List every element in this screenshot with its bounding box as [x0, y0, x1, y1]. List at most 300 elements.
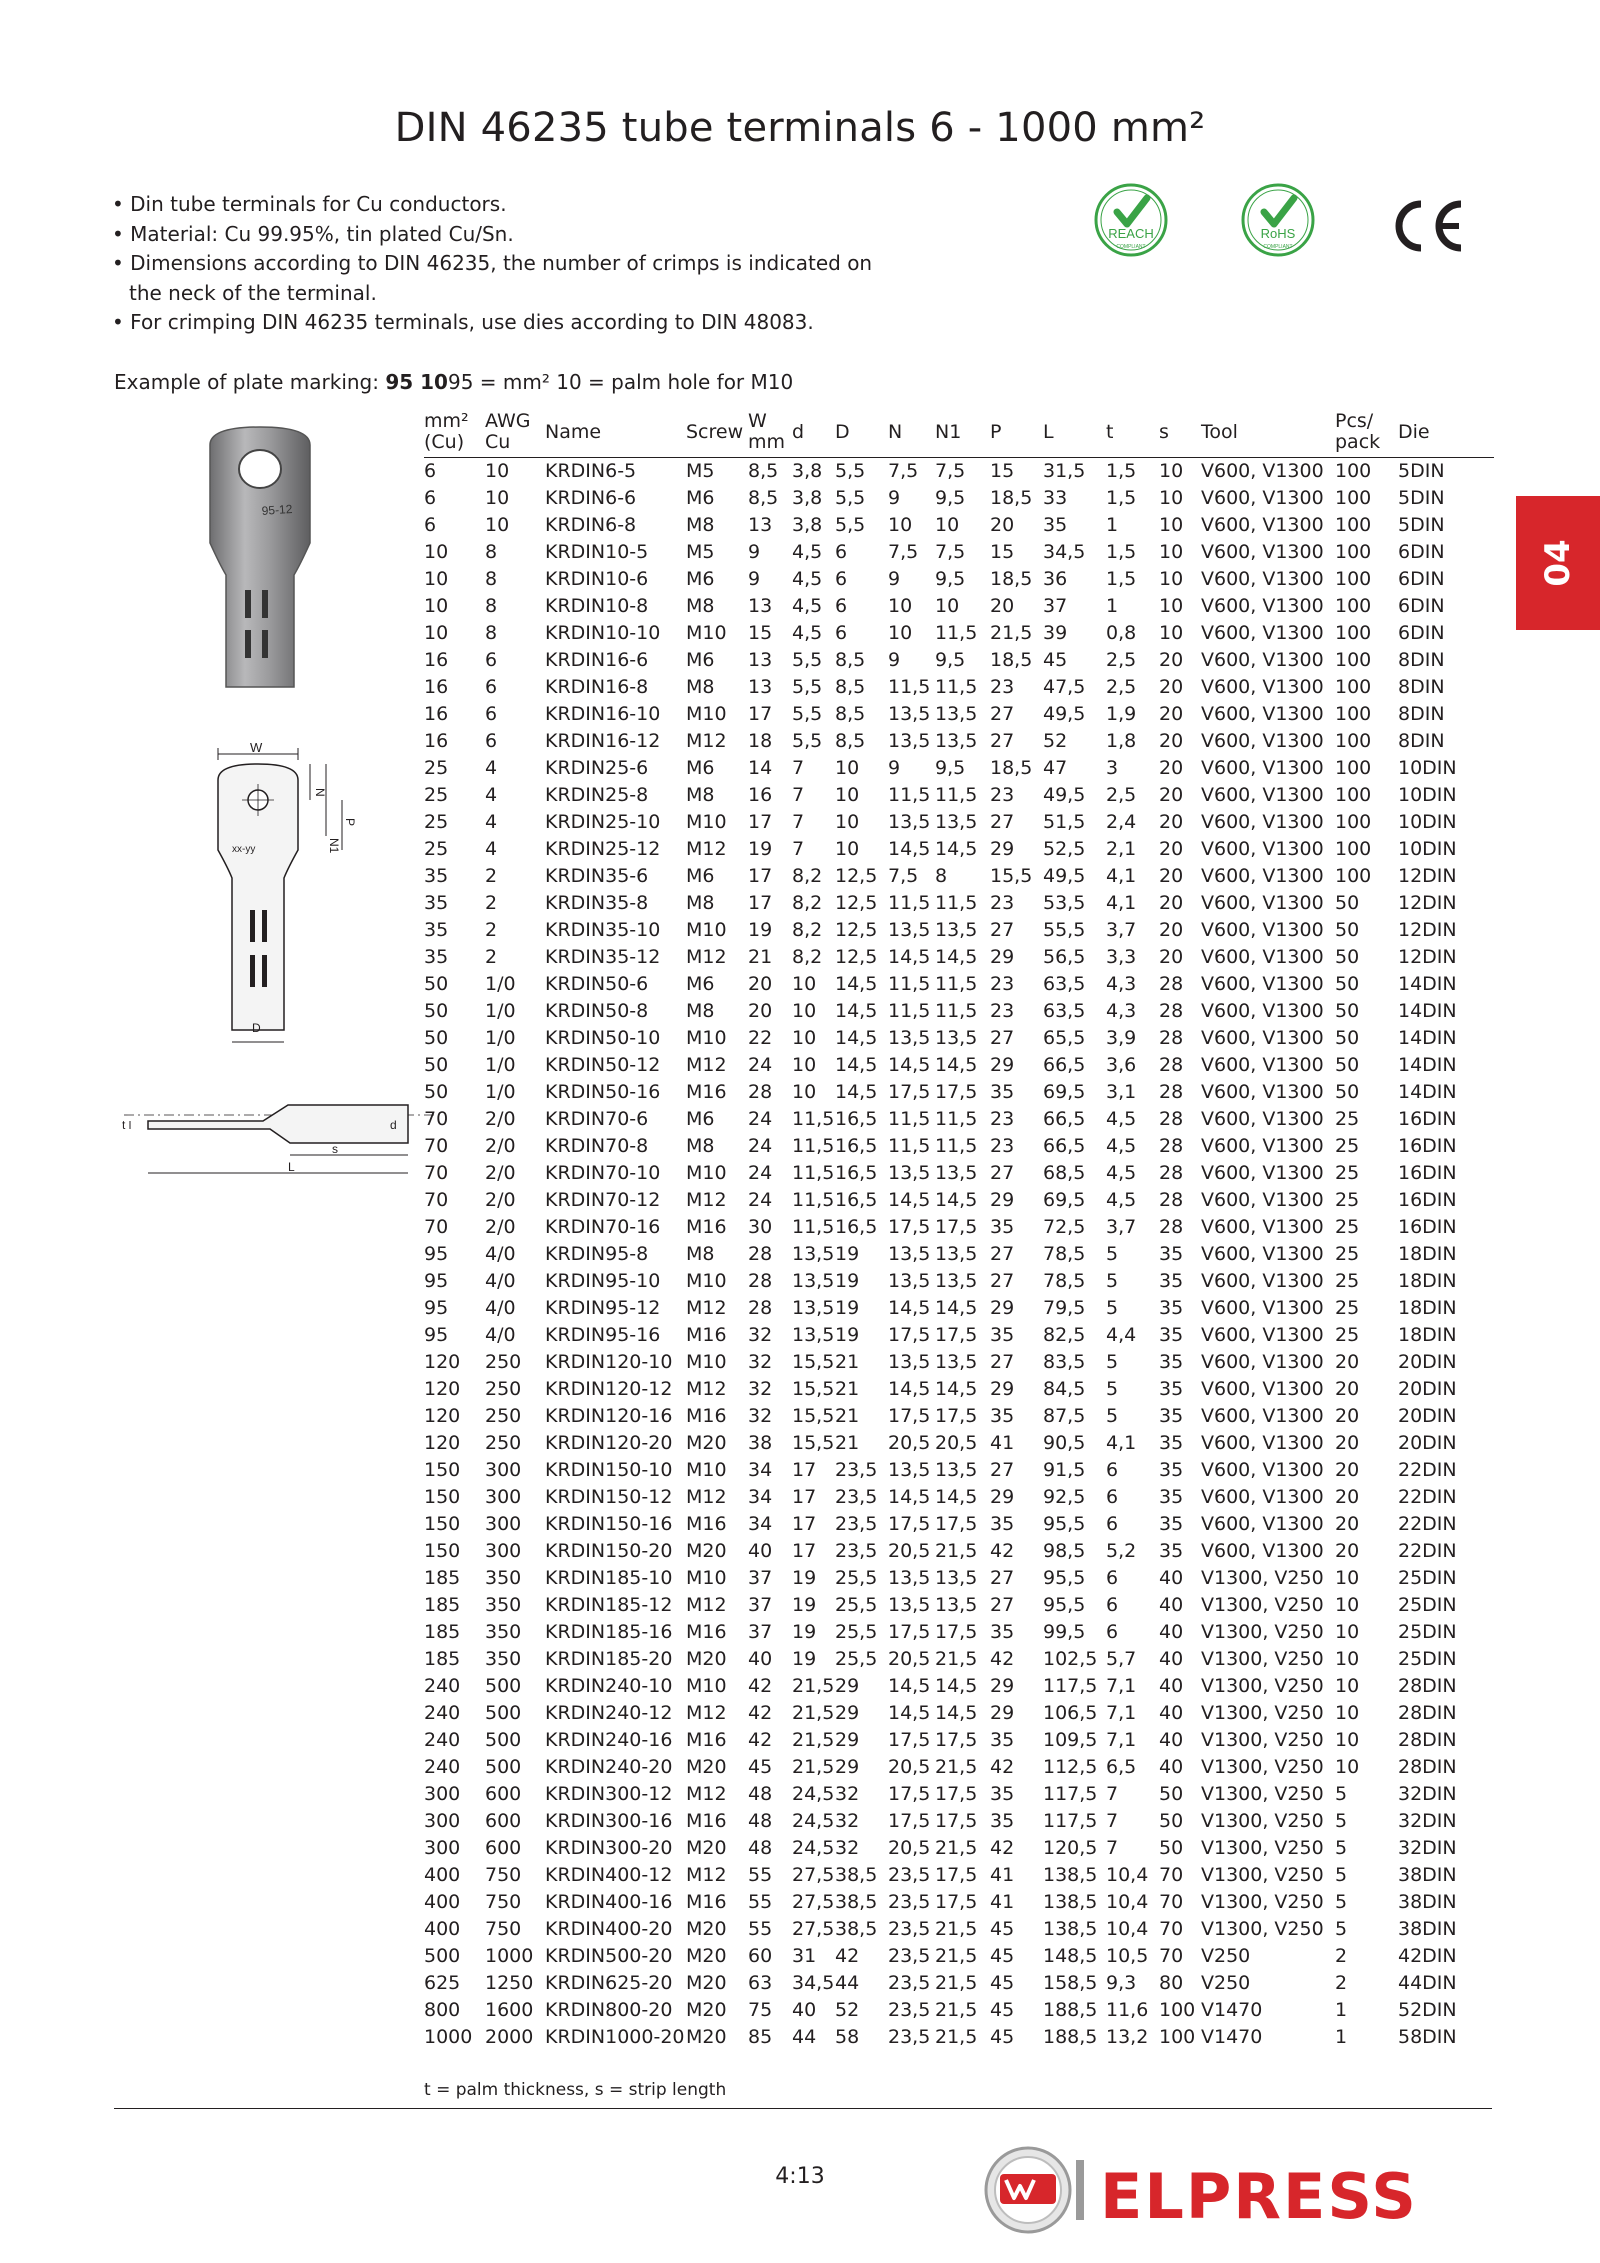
table-cell: 600	[485, 1783, 522, 1805]
table-cell: 9,3	[1106, 1972, 1137, 1994]
table-cell: 7	[1106, 1837, 1119, 1859]
table-cell: 4	[485, 811, 498, 833]
table-cell: 10	[485, 514, 510, 536]
table-row	[424, 998, 1494, 1025]
table-cell: 31,5	[1043, 460, 1086, 482]
table-cell: 17,5	[888, 1621, 931, 1643]
table-cell: 3,6	[1106, 1054, 1137, 1076]
table-cell: 58DIN	[1398, 2026, 1457, 2048]
table-cell: 63,5	[1043, 973, 1086, 995]
dim-P-label: P	[343, 818, 357, 827]
table-cell: 17,5	[935, 1864, 978, 1886]
table-cell: M16	[686, 1891, 727, 1913]
table-cell: 20,5	[888, 1756, 931, 1778]
table-cell: 40	[792, 1999, 817, 2021]
table-cell: 10	[485, 460, 510, 482]
table-cell: 10	[1159, 487, 1184, 509]
table-cell: 87,5	[1043, 1405, 1086, 1427]
table-cell: 20	[1159, 946, 1184, 968]
table-cell: 32	[835, 1837, 860, 1859]
table-cell: 8,5	[748, 487, 779, 509]
table-row	[424, 647, 1494, 674]
table-cell: 20,5	[935, 1432, 978, 1454]
table-cell: 40	[1159, 1756, 1184, 1778]
table-cell: 21,5	[935, 1756, 978, 1778]
table-cell: 8DIN	[1398, 649, 1445, 671]
table-cell: 28DIN	[1398, 1675, 1457, 1697]
table-cell: 35	[990, 1216, 1015, 1238]
table-cell: 138,5	[1043, 1918, 1098, 1940]
table-cell: M16	[686, 1729, 727, 1751]
column-header-line1: s	[1159, 420, 1169, 443]
table-cell: 95	[424, 1297, 449, 1319]
table-cell: 70	[1159, 1864, 1184, 1886]
table-cell: 5,5	[835, 514, 866, 536]
table-cell: 50	[1335, 1054, 1360, 1076]
plate-marking-text: 95-12	[261, 501, 293, 518]
table-cell: 400	[424, 1891, 461, 1913]
table-cell: 4,5	[792, 541, 823, 563]
table-cell: 109,5	[1043, 1729, 1098, 1751]
table-cell: 2,1	[1106, 838, 1137, 860]
table-row	[424, 1970, 1494, 1997]
table-row	[424, 782, 1494, 809]
table-cell: 17,5	[935, 1729, 978, 1751]
table-cell: 11,5	[792, 1216, 835, 1238]
table-cell: 13	[748, 595, 773, 617]
table-cell: KRDIN800-20	[545, 1999, 673, 2021]
table-cell: KRDIN10-6	[545, 568, 649, 590]
table-cell: 100	[1335, 649, 1372, 671]
table-cell: 21,5	[935, 1945, 978, 1967]
table-cell: 10	[424, 595, 449, 617]
table-cell: 66,5	[1043, 1108, 1086, 1130]
table-cell: 28	[1159, 1081, 1184, 1103]
table-cell: 35	[1043, 514, 1068, 536]
table-cell: 8,5	[835, 730, 866, 752]
table-cell: 16,5	[835, 1108, 878, 1130]
table-cell: 13,5	[935, 919, 978, 941]
table-cell: 400	[424, 1918, 461, 1940]
feature-item: • Material: Cu 99.95%, tin plated Cu/Sn.	[112, 221, 514, 246]
table-cell: 1	[1106, 514, 1119, 536]
table-cell: 10DIN	[1398, 757, 1457, 779]
table-cell: 44	[792, 2026, 817, 2048]
table-cell: 25	[424, 838, 449, 860]
table-cell: 6	[485, 703, 498, 725]
table-cell: 11,5	[888, 784, 931, 806]
table-cell: 50	[1335, 1027, 1360, 1049]
table-cell: 10	[888, 595, 913, 617]
table-cell: 300	[424, 1837, 461, 1859]
table-cell: 56,5	[1043, 946, 1086, 968]
table-cell: 7	[792, 838, 805, 860]
table-cell: 10	[1335, 1621, 1360, 1643]
table-cell: 40	[748, 1540, 773, 1562]
table-cell: 6	[424, 460, 437, 482]
table-cell: 29	[990, 1675, 1015, 1697]
table-cell: V600, V1300	[1201, 1351, 1324, 1373]
table-cell: 40	[1159, 1702, 1184, 1724]
table-cell: 10	[1159, 622, 1184, 644]
table-cell: KRDIN120-10	[545, 1351, 673, 1373]
table-cell: 20	[1335, 1351, 1360, 1373]
table-cell: 29	[835, 1729, 860, 1751]
table-cell: 15,5	[792, 1432, 835, 1454]
table-cell: 42	[835, 1945, 860, 1967]
table-row	[424, 1214, 1494, 1241]
dim-N1-label: N1	[327, 838, 341, 854]
table-cell: 2	[485, 865, 498, 887]
column-header-line1: D	[835, 420, 850, 443]
table-cell: 19	[792, 1621, 817, 1643]
table-cell: 25	[1335, 1135, 1360, 1157]
table-cell: 185	[424, 1594, 461, 1616]
table-cell: 100	[1335, 730, 1372, 752]
table-cell: 13,5	[935, 1567, 978, 1589]
table-cell: 25DIN	[1398, 1567, 1457, 1589]
table-cell: 185	[424, 1621, 461, 1643]
table-cell: 16	[748, 784, 773, 806]
table-cell: 100	[1335, 595, 1372, 617]
column-header	[1201, 407, 1335, 458]
table-cell: V600, V1300	[1201, 1108, 1324, 1130]
table-cell: M12	[686, 946, 727, 968]
table-cell: 28DIN	[1398, 1756, 1457, 1778]
table-cell: KRDIN70-8	[545, 1135, 649, 1157]
column-header	[935, 407, 990, 458]
table-cell: 1	[1106, 595, 1119, 617]
table-cell: M10	[686, 703, 727, 725]
table-row	[424, 1997, 1494, 2024]
table-cell: 27	[990, 1351, 1015, 1373]
table-cell: 13,5	[888, 811, 931, 833]
table-cell: 27	[990, 1459, 1015, 1481]
table-cell: 28	[1159, 973, 1184, 995]
page-number: 4:13	[775, 2164, 825, 2189]
table-cell: KRDIN16-12	[545, 730, 661, 752]
table-cell: 45	[990, 1945, 1015, 1967]
table-cell: 95,5	[1043, 1594, 1086, 1616]
table-cell: 17,5	[888, 1513, 931, 1535]
table-cell: 1,5	[1106, 487, 1137, 509]
column-header	[424, 407, 485, 458]
table-cell: 95,5	[1043, 1567, 1086, 1589]
table-cell: 18	[748, 730, 773, 752]
table-cell: 102,5	[1043, 1648, 1098, 1670]
column-header-line2: pack	[1335, 431, 1381, 453]
table-cell: 100	[1335, 676, 1372, 698]
table-cell: V600, V1300	[1201, 919, 1324, 941]
table-cell: KRDIN70-16	[545, 1216, 661, 1238]
table-cell: 41	[990, 1432, 1015, 1454]
table-cell: 37	[748, 1594, 773, 1616]
table-cell: 13,5	[888, 1567, 931, 1589]
table-cell: 20	[1159, 730, 1184, 752]
table-cell: 45	[1043, 649, 1068, 671]
table-cell: 23	[990, 676, 1015, 698]
table-cell: 35	[424, 919, 449, 941]
bottom-divider	[114, 2108, 1492, 2109]
terminal-side-drawing	[118, 1065, 448, 1185]
table-cell: 42	[990, 1837, 1015, 1859]
table-cell: 11,5	[935, 622, 978, 644]
table-cell: M8	[686, 892, 715, 914]
table-cell: 25	[424, 757, 449, 779]
table-cell: M20	[686, 1756, 727, 1778]
table-cell: M8	[686, 595, 715, 617]
table-cell: 5	[1106, 1297, 1119, 1319]
table-cell: 34,5	[1043, 541, 1086, 563]
table-cell: 28	[1159, 1189, 1184, 1211]
table-cell: 17,5	[935, 1081, 978, 1103]
table-row	[424, 1133, 1494, 1160]
table-cell: 2/0	[485, 1216, 516, 1238]
table-cell: 42	[990, 1756, 1015, 1778]
table-cell: 35	[1159, 1243, 1184, 1265]
table-cell: 35	[990, 1783, 1015, 1805]
table-cell: 23	[990, 1108, 1015, 1130]
table-cell: 7,1	[1106, 1702, 1137, 1724]
table-cell: V600, V1300	[1201, 1540, 1324, 1562]
table-cell: 13,5	[792, 1270, 835, 1292]
table-cell: 7,5	[935, 460, 966, 482]
table-cell: 28	[748, 1270, 773, 1292]
table-cell: 40	[1159, 1567, 1184, 1589]
table-cell: 10	[888, 514, 913, 536]
table-cell: V600, V1300	[1201, 1135, 1324, 1157]
table-row	[424, 1484, 1494, 1511]
table-cell: KRDIN16-10	[545, 703, 661, 725]
plate-marking-label: Example of plate marking:	[114, 370, 379, 394]
table-cell: 28DIN	[1398, 1702, 1457, 1724]
table-cell: 29	[990, 1378, 1015, 1400]
column-header-line1: d	[792, 420, 805, 443]
table-cell: M12	[686, 1864, 727, 1886]
table-row	[424, 1862, 1494, 1889]
table-cell: 5	[1106, 1351, 1119, 1373]
plate-marking-example	[114, 370, 793, 394]
feature-item: • For crimping DIN 46235 terminals, use dies according to DIN 48083.	[112, 310, 814, 334]
table-cell: V1300, V250	[1201, 1756, 1324, 1778]
table-cell: M20	[686, 1918, 727, 1940]
table-cell: 8,5	[835, 649, 866, 671]
table-cell: 53,5	[1043, 892, 1086, 914]
dim-L-label: L	[288, 1160, 295, 1174]
table-cell: 48	[748, 1837, 773, 1859]
table-cell: 2	[485, 892, 498, 914]
table-cell: 19	[792, 1594, 817, 1616]
column-header-line1: W	[748, 410, 767, 432]
table-cell: 10	[835, 811, 860, 833]
table-cell: V600, V1300	[1201, 676, 1324, 698]
table-cell: 5	[1335, 1837, 1348, 1859]
table-cell: V1300, V250	[1201, 1621, 1324, 1643]
table-cell: 21,5	[935, 1540, 978, 1562]
table-cell: 13,5	[888, 1594, 931, 1616]
table-row	[424, 701, 1494, 728]
table-cell: 70	[424, 1108, 449, 1130]
table-cell: 7	[1106, 1783, 1119, 1805]
table-cell: 95	[424, 1243, 449, 1265]
table-cell: M12	[686, 1486, 727, 1508]
table-cell: 250	[485, 1432, 522, 1454]
table-cell: 17,5	[888, 1081, 931, 1103]
table-cell: V600, V1300	[1201, 568, 1324, 590]
table-cell: KRDIN120-12	[545, 1378, 673, 1400]
table-cell: 23	[990, 892, 1015, 914]
table-cell: 11,5	[888, 1108, 931, 1130]
table-cell: 27	[990, 1567, 1015, 1589]
table-cell: 20	[1335, 1405, 1360, 1427]
table-cell: 350	[485, 1594, 522, 1616]
table-cell: 17,5	[935, 1405, 978, 1427]
table-cell: V600, V1300	[1201, 1189, 1324, 1211]
table-cell: 3,9	[1106, 1027, 1137, 1049]
table-cell: KRDIN150-10	[545, 1459, 673, 1481]
table-cell: 25,5	[835, 1594, 878, 1616]
table-cell: M12	[686, 730, 727, 752]
table-cell: 6	[835, 568, 848, 590]
table-body	[424, 458, 1494, 2052]
table-cell: V600, V1300	[1201, 1270, 1324, 1292]
table-cell: 10	[1335, 1594, 1360, 1616]
table-cell: 14,5	[835, 973, 878, 995]
table-cell: 10DIN	[1398, 838, 1457, 860]
table-cell: 91,5	[1043, 1459, 1086, 1481]
table-cell: 19	[835, 1297, 860, 1319]
table-cell: 10	[424, 541, 449, 563]
table-cell: KRDIN150-16	[545, 1513, 673, 1535]
table-cell: V600, V1300	[1201, 1081, 1324, 1103]
table-cell: 21	[835, 1351, 860, 1373]
table-cell: M8	[686, 1135, 715, 1157]
table-cell: KRDIN185-16	[545, 1621, 673, 1643]
table-cell: 100	[1159, 1999, 1196, 2021]
table-cell: 12,5	[835, 865, 878, 887]
table-cell: 500	[485, 1729, 522, 1751]
table-cell: V1470	[1201, 1999, 1263, 2021]
table-cell: 21,5	[792, 1756, 835, 1778]
table-cell: 14,5	[888, 946, 931, 968]
table-cell: KRDIN150-12	[545, 1486, 673, 1508]
table-cell: 13,5	[935, 703, 978, 725]
table-cell: V600, V1300	[1201, 622, 1324, 644]
table-cell: 100	[1335, 460, 1372, 482]
table-cell: 20	[1159, 865, 1184, 887]
table-cell: 23,5	[888, 1891, 931, 1913]
table-cell: 35	[424, 892, 449, 914]
table-cell: 14,5	[888, 1297, 931, 1319]
table-cell: 17,5	[935, 1324, 978, 1346]
table-cell: 39	[1043, 622, 1068, 644]
table-cell: 10	[1335, 1648, 1360, 1670]
table-cell: 240	[424, 1756, 461, 1778]
rohs-sublabel: COMPLIANT	[1263, 244, 1293, 250]
table-cell: 32	[835, 1783, 860, 1805]
table-cell: 10DIN	[1398, 811, 1457, 833]
table-cell: 2,5	[1106, 676, 1137, 698]
table-cell: V250	[1201, 1945, 1251, 1967]
table-cell: 12DIN	[1398, 865, 1457, 887]
column-header	[748, 407, 792, 458]
table-cell: KRDIN95-16	[545, 1324, 661, 1346]
table-cell: 4,5	[792, 595, 823, 617]
table-cell: 8	[485, 568, 498, 590]
table-cell: V1300, V250	[1201, 1594, 1324, 1616]
table-cell: 6	[1106, 1486, 1119, 1508]
chapter-tab	[1516, 496, 1600, 630]
table-cell: 21	[835, 1405, 860, 1427]
table-cell: 34	[748, 1486, 773, 1508]
table-cell: 20,5	[888, 1432, 931, 1454]
table-cell: 148,5	[1043, 1945, 1098, 1967]
table-cell: 35	[1159, 1378, 1184, 1400]
table-cell: 78,5	[1043, 1270, 1086, 1292]
table-cell: V1300, V250	[1201, 1648, 1324, 1670]
table-cell: KRDIN10-8	[545, 595, 649, 617]
table-cell: 4,5	[792, 568, 823, 590]
table-cell: 10	[1335, 1567, 1360, 1589]
table-cell: M6	[686, 568, 715, 590]
table-cell: 106,5	[1043, 1702, 1098, 1724]
table-row	[424, 1646, 1494, 1673]
table-cell: KRDIN185-12	[545, 1594, 673, 1616]
table-cell: 11,5	[888, 892, 931, 914]
table-cell: 5	[1335, 1864, 1348, 1886]
table-cell: 45	[748, 1756, 773, 1778]
table-cell: M20	[686, 2026, 727, 2048]
table-cell: 24	[748, 1162, 773, 1184]
table-cell: 20	[1335, 1432, 1360, 1454]
table-cell: 50	[1335, 1081, 1360, 1103]
table-row	[424, 1700, 1494, 1727]
table-cell: 40	[1159, 1675, 1184, 1697]
table-cell: 22DIN	[1398, 1540, 1457, 1562]
table-cell: 10,4	[1106, 1891, 1149, 1913]
table-row	[424, 971, 1494, 998]
table-cell: 300	[485, 1540, 522, 1562]
table-cell: 50	[1335, 1000, 1360, 1022]
table-cell: 28	[1159, 1054, 1184, 1076]
table-cell: V600, V1300	[1201, 1513, 1324, 1535]
table-cell: KRDIN50-6	[545, 973, 649, 995]
table-cell: 19	[835, 1270, 860, 1292]
table-row	[424, 1673, 1494, 1700]
table-cell: 13,5	[888, 1162, 931, 1184]
table-cell: 10	[1159, 595, 1184, 617]
table-cell: 28	[1159, 1027, 1184, 1049]
table-cell: KRDIN240-10	[545, 1675, 673, 1697]
table-cell: 13,5	[888, 703, 931, 725]
table-cell: 42	[748, 1702, 773, 1724]
table-row	[424, 1052, 1494, 1079]
table-cell: 42	[990, 1648, 1015, 1670]
table-cell: 4,5	[792, 622, 823, 644]
table-cell: 55	[748, 1918, 773, 1940]
table-cell: 35	[1159, 1459, 1184, 1481]
table-cell: 6DIN	[1398, 595, 1445, 617]
table-cell: 8	[485, 541, 498, 563]
table-cell: KRDIN35-8	[545, 892, 649, 914]
table-cell: V600, V1300	[1201, 1432, 1324, 1454]
table-cell: 69,5	[1043, 1081, 1086, 1103]
table-cell: 24,5	[792, 1837, 835, 1859]
table-cell: 17,5	[888, 1810, 931, 1832]
table-cell: 20	[990, 514, 1015, 536]
table-row	[424, 1889, 1494, 1916]
rohs-compliant-icon	[1240, 182, 1316, 258]
